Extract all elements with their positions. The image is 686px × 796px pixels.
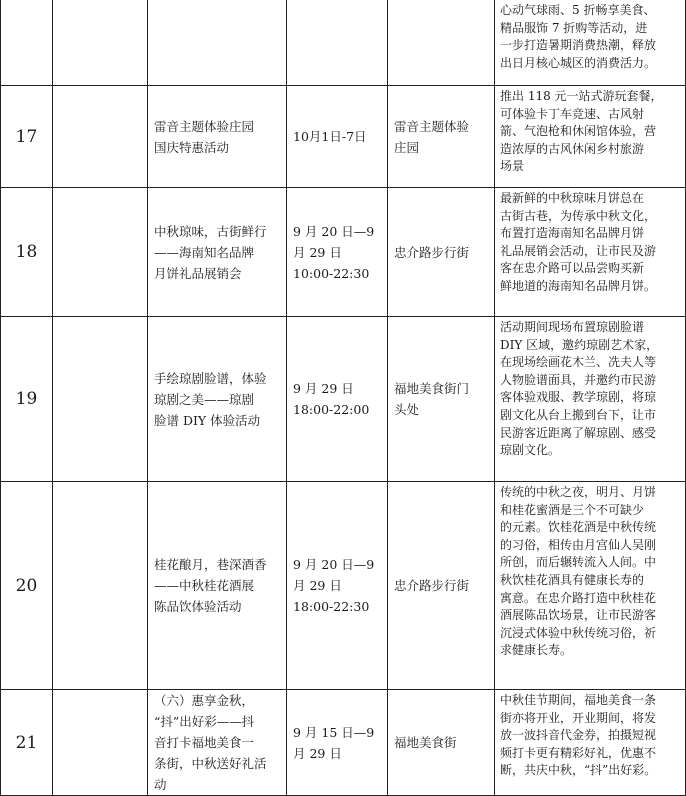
- activity-place: 福地美食街: [394, 735, 457, 750]
- activity-description: 最新鲜的中秋琼味月饼总在 古街古巷，为传承中秋文化， 布置打造海南知名品牌月饼 礼品展销会活动，让市民及游 客在忠介路可以品尝购买新 鲜地道的海南知名品牌月饼。: [500, 191, 657, 293]
- activity-place: 忠介路步行街: [394, 244, 470, 260]
- row-number: 20: [15, 575, 38, 596]
- activity-place: 雷音主题体验 庄园: [394, 118, 470, 155]
- activity-time: 10月1日-7日: [293, 129, 367, 144]
- activity-time: 9 月 15 日—9 月 29 日: [293, 724, 375, 761]
- activity-place: 忠介路步行街: [394, 578, 470, 593]
- row-number: 21: [15, 732, 38, 753]
- activity-name: 中秋琼味，古街鲜行 ——海南知名品牌 月饼礼品展销会: [154, 223, 267, 281]
- activity-place: 福地美食街门 头处: [394, 381, 470, 417]
- activity-description: 中秋佳节期间，福地美食一条 街亦将开业，开业期间，将发 放一波抖音代金券，拍摄短视 频打卡更有精彩好礼，优惠不 断，共庆中秋，“抖”出好彩。: [500, 693, 657, 778]
- row-number: 17: [15, 126, 38, 147]
- activity-name: 桂花酿月，巷深酒香 ——中秋桂花酒展 陈品饮体验活动: [154, 557, 267, 614]
- activity-name: （六）惠享金秋， “抖”出好彩——抖 音打卡福地美食一 条街，中秋送好礼活 动: [154, 693, 267, 792]
- activity-description: 心动气球雨、5 折畅享美食、 精品服饰 7 折购等活动，进 一步打造暑期消费热潮，释放 出日月核心城区的消费活力。: [500, 3, 657, 70]
- activity-time: 9 月 20 日—9 月 29 日 10:00-22:30: [293, 223, 375, 281]
- row-number: 18: [15, 242, 38, 262]
- activity-description: 活动期间现场布置琼剧脸谱 DIY 区域，邀约琼剧艺术家， 在现场绘画花木兰、冼夫人等 人物脸谱面具，并邀约市民游 客体验戏服、教学琼剧，将琼 剧文化从台上搬到台下，让市 民游客近距离了解琼剧、感受 琼剧文化。: [500, 320, 659, 458]
- activity-time: 9 月 29 日 18:00-22:00: [293, 381, 370, 417]
- activity-description: 推出 118 元一站式游玩套餐， 可体验卡丁车竞速、古风射 箭、气泡枪和休闲馆体验，营 造浓厚的古风休闲乡村旅游 场景: [500, 89, 663, 174]
- column-divider: [52, 0, 53, 796]
- activity-description: 传统的中秋之夜，明月、月饼 和桂花蜜酒是三个不可缺少 的元素。饮桂花酒是中秋传统 的习俗，相传由月宫仙人吴刚 所创，而后辗转流入人间。中 秋饮桂花酒具有健康长寿的 寓意。在忠介路打造中秋桂花 酒展陈品饮场景，让市民游客 沉浸式体验中秋传统习俗，祈 求健康长寿。: [500, 485, 657, 658]
- row-number: 19: [15, 389, 38, 409]
- activity-time: 9 月 20 日—9 月 29 日 18:00-22:30: [293, 557, 375, 614]
- activity-name: 雷音主题体验庄园 国庆特惠活动: [154, 118, 255, 155]
- activity-name: 手绘琼剧脸谱，体验 琼剧之美——琼剧 脸谱 DIY 体验活动: [154, 370, 267, 428]
